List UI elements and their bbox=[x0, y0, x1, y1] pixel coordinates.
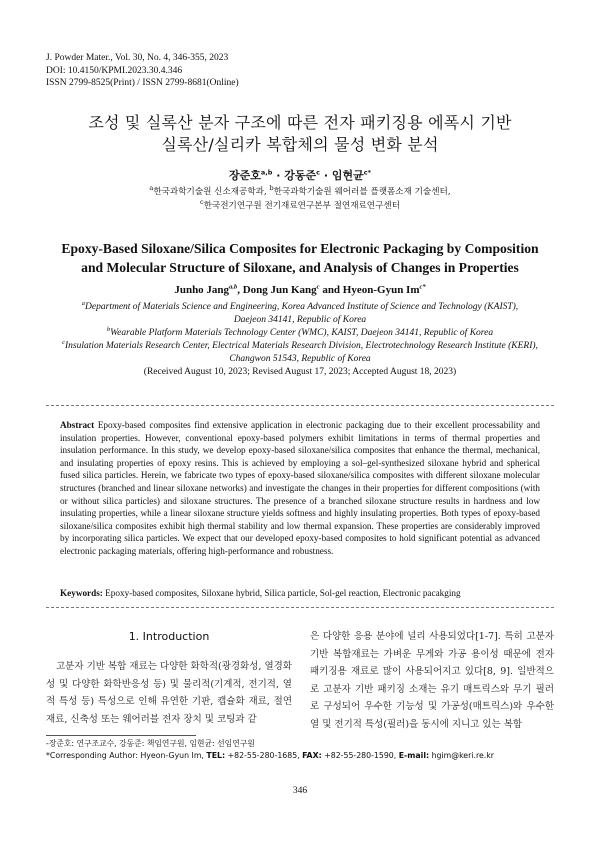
english-affiliation-line bbox=[36, 301, 564, 314]
english-author-text: Junho Jang bbox=[174, 284, 230, 296]
affiliation-sup: a bbox=[149, 184, 154, 193]
english-affiliation-line: Changwon 51543, Republic of Korea bbox=[229, 354, 371, 364]
korean-affiliation-line bbox=[0, 185, 600, 199]
author-separator: · bbox=[320, 169, 332, 182]
abstract-label: Abstract bbox=[60, 420, 95, 430]
abstract-top-divider bbox=[46, 405, 554, 406]
affiliation-sup: a bbox=[81, 299, 86, 307]
page-number: 346 bbox=[292, 786, 308, 796]
footnote-label: FAX: bbox=[302, 751, 322, 760]
keywords-text: Epoxy-based composites, Siloxane hybrid, Silica particle, Sol-gel reaction, Electronic pacakging bbox=[105, 588, 461, 598]
abstract-bottom-divider bbox=[46, 607, 554, 608]
keywords bbox=[60, 588, 540, 598]
introduction-left-column: 고분자 기반 복합 재료는 다양한 화학적(광경화성, 열경화성 및 다양한 화학반응성 등) 및 물리적(기계적, 전기적, 열적 특성 등) 특성으로 인해 유연한 기판, 캡슐화 재료, 절연 재료, 신축성 또는 웨어러블 전자 장치 및 코팅과 같 bbox=[46, 661, 292, 725]
introduction-right-column: 은 다양한 응용 분야에 널리 사용되었다[1-7]. 특히 고분자 기반 복합재료는 가벼운 무게와 가공 용이성 때문에 전자 패키징용 재료로 많이 사용되어지고 있다[8, 9]. 일반적으로 고분자 기반 패키징 소재는 유기 매트릭스와 무기 필러로 구성되어 우수한 기능성 및 가공성(매트릭스)와 우수한 열 및 전기적 특성(필러)을 동시에 지니고 있는 복합 bbox=[310, 631, 554, 730]
korean-author-name: 임현균 bbox=[331, 169, 364, 182]
korean-affiliations bbox=[0, 185, 600, 213]
korean-affiliation: 한국과학기술원 웨어러블 플랫폼소재 기술센터, bbox=[273, 187, 451, 197]
korean-affiliation: 한국과학기술원 신소재공학과, bbox=[153, 187, 270, 197]
english-affiliation-line: Daejeon 34141, Republic of Korea bbox=[233, 315, 367, 325]
footnote-text: +82-55-280-1685, bbox=[225, 751, 303, 760]
english-authors bbox=[0, 284, 600, 296]
journal-header bbox=[46, 52, 239, 90]
korean-author-name: 강동준 bbox=[284, 169, 317, 182]
affiliation-sup: c bbox=[199, 198, 204, 207]
korean-title-line2: 실록산/실리카 복합체의 물성 변화 분석 bbox=[161, 135, 439, 154]
author-sup: c bbox=[316, 283, 320, 291]
english-title-line1: Epoxy-Based Siloxane/Silica Composites for Electronic Packaging by Composition bbox=[61, 241, 539, 256]
received-dates: (Received August 10, 2023; Revised August 17, 2023; Accepted August 18, 2023) bbox=[143, 367, 457, 377]
abstract bbox=[60, 419, 540, 558]
english-affiliation: Wearable Platform Materials Technology Center (WMC), KAIST, Daejeon 34141, Republic of Korea bbox=[110, 328, 494, 338]
korean-affiliation: 한국전기연구원 전기재료연구본부 절연재료연구센터 bbox=[203, 201, 401, 211]
journal-citation: J. Powder Mater., Vol. 30, No. 4, 346-355, 2023 bbox=[46, 53, 229, 63]
korean-author-sup: c* bbox=[363, 168, 371, 177]
footnote-text: *Corresponding Author: Hyeon-Gyun Im, bbox=[46, 751, 207, 760]
journal-doi: DOI: 10.4150/KPMI.2023.30.4.346 bbox=[46, 65, 183, 76]
affiliation-sup: b bbox=[269, 184, 274, 193]
author-sup: a,b bbox=[229, 283, 238, 291]
affiliation-sup: b bbox=[106, 325, 111, 333]
footnote-text: +82-55-280-1590, bbox=[321, 751, 399, 760]
section-heading: 1. Introduction bbox=[128, 630, 210, 643]
korean-authors bbox=[0, 167, 600, 183]
author-separator: · bbox=[272, 169, 285, 182]
abstract-text: Epoxy-based composites find extensive application in electronic packaging due to their excellent processability and insulation properties. However, conventional epoxy-based polymers exhibit limitations in terms of thermal properties and insulation performance. In this study, we develop epoxy-based siloxane/silica composites that enhance the thermal, mechanical, and insulating properties of epoxy resins. This is achieved by employing a sol–gel-synthesized siloxane hybrid and spherical fused silica particles. Herein, we fabricate two types of epoxy-based siloxane/silica composites with different siloxane molecular structures (branched and linear siloxane networks) and investigate the changes in their properties for different compositions (with or without silica particles) and siloxane structures. The presence of a branched siloxane structure results in hardness and low insulating properties, while a linear siloxane structure yields softness and highly insulating properties. Both types of epoxy-based siloxane/silica composites exhibit high thermal stability and low thermal expansion. These properties are considerably improved by incorporating silica particles. We expect that our developed epoxy-based composites to hold significant potential as advanced electronic packaging materials, offering high-performance and robustness. bbox=[60, 420, 541, 556]
journal-issn: ISSN 2799-8525(Print) / ISSN 2799-8681(Online) bbox=[46, 78, 239, 88]
footnote-corresponding-author bbox=[46, 751, 554, 762]
korean-title-line1: 조성 및 실록산 분자 구조에 따른 전자 패키징용 에폭시 기반 bbox=[88, 113, 512, 132]
english-title bbox=[38, 239, 562, 277]
english-author-text: and Hyeon-Gyun Im bbox=[319, 284, 420, 296]
email-link[interactable]: hgim@keri.re.kr bbox=[429, 751, 494, 760]
footnote-divider bbox=[46, 735, 196, 736]
english-title-line2: and Molecular Structure of Siloxane, and Analysis of Changes in Properties bbox=[81, 260, 519, 275]
korean-affiliation-line bbox=[0, 199, 600, 213]
keywords-label: Keywords: bbox=[60, 588, 103, 598]
english-affiliation: Department of Materials Science and Engineering, Korea Advanced Institute of Science and Technology (KAIST), bbox=[85, 302, 519, 312]
korean-author-sup: c bbox=[316, 168, 320, 177]
english-affiliation-line bbox=[36, 327, 564, 340]
korean-author-name: 장준호 bbox=[229, 169, 261, 182]
author-sup: c* bbox=[419, 283, 426, 291]
korean-author-sup: a,b bbox=[260, 168, 273, 177]
affiliation-sup: c bbox=[62, 338, 65, 346]
english-affiliation-line bbox=[36, 340, 564, 353]
english-affiliation: Insulation Materials Research Center, Electrical Materials Research Division, Electrotechnology Research Institute (KERI), bbox=[64, 341, 538, 351]
footnote-author-roles: -장준호: 연구조교수, 강동준: 책임연구원, 임현균: 선임연구원 bbox=[46, 739, 255, 748]
footnote-label: E-mail: bbox=[398, 751, 430, 760]
footnote-label: TEL: bbox=[206, 751, 226, 760]
english-affiliations bbox=[36, 301, 564, 366]
english-author-text: , Dong Jun Kang bbox=[237, 284, 317, 296]
korean-title bbox=[40, 112, 560, 156]
